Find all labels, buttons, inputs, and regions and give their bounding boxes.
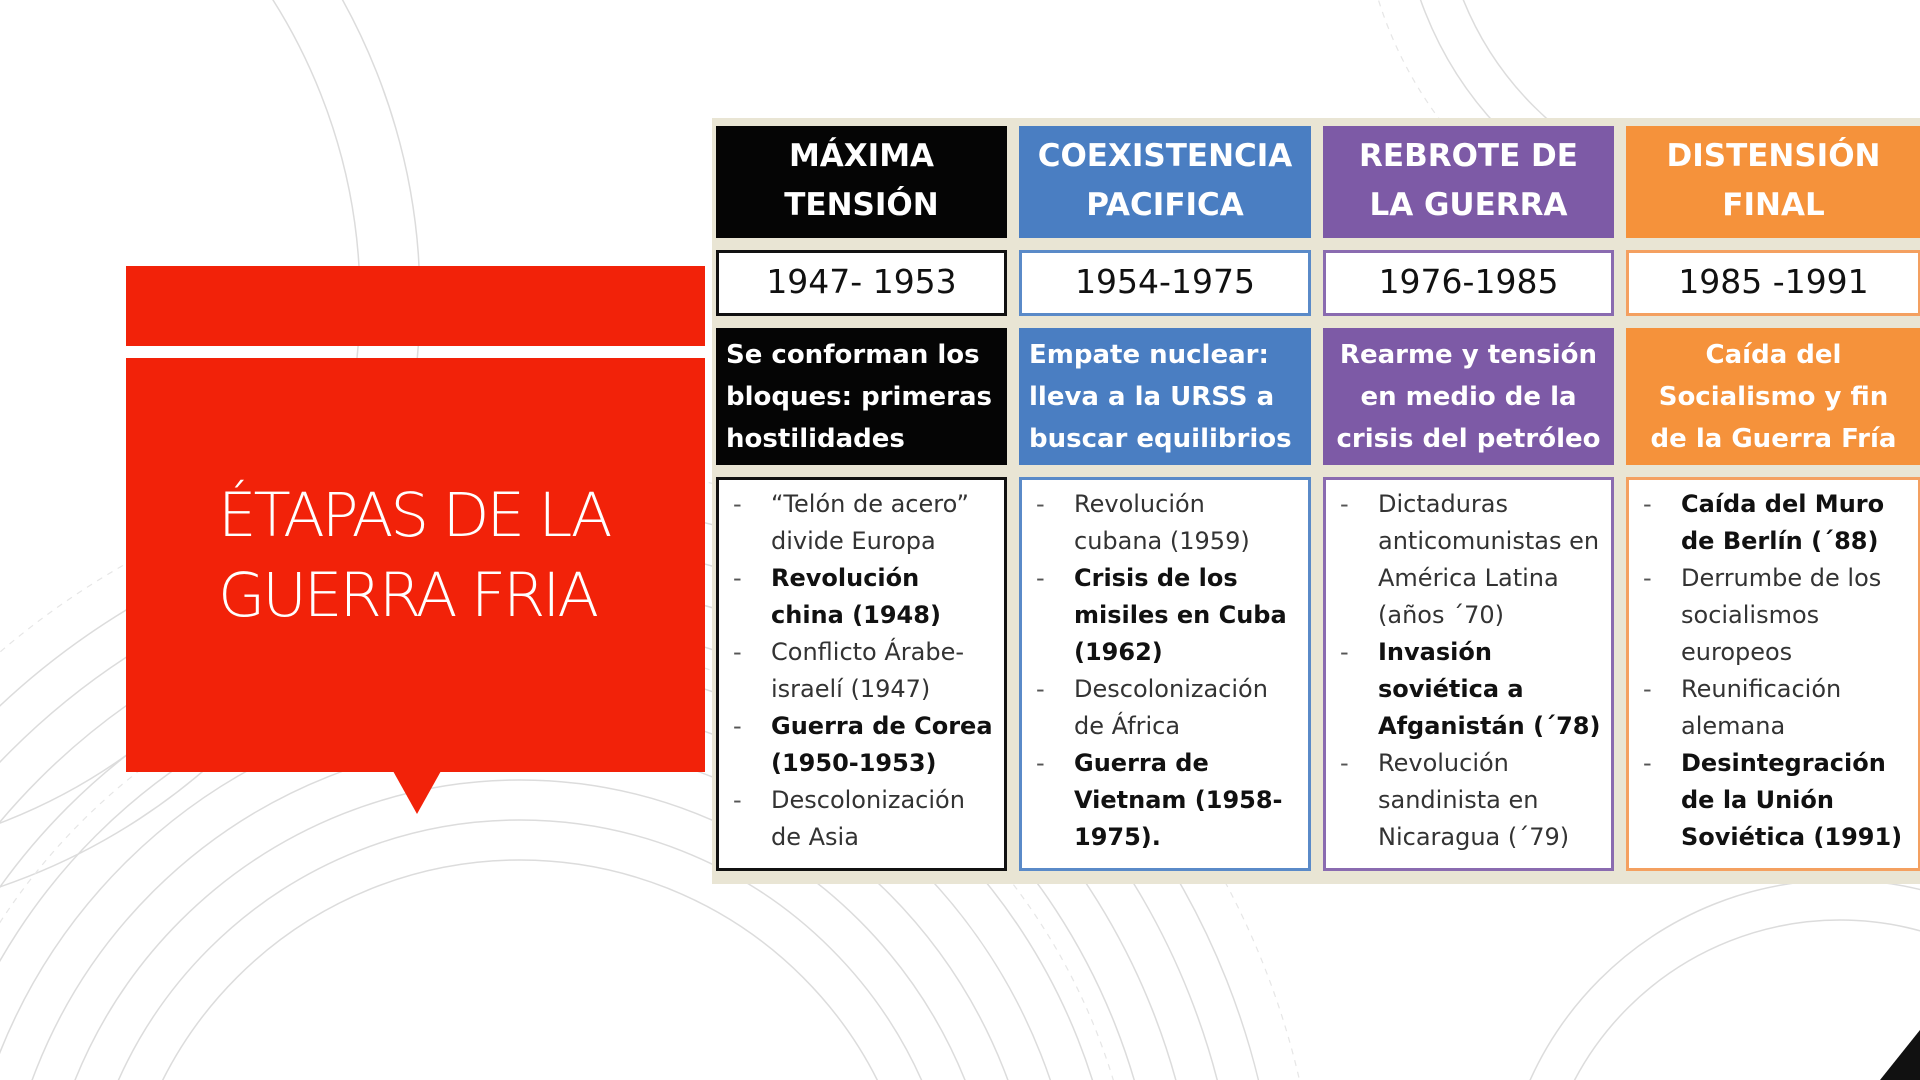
stage-header-line: FINAL [1722,187,1825,223]
event-item [727,486,996,560]
bullet-dash: - [733,564,742,592]
bullet-dash: - [733,786,742,814]
stage-header-line: LA GUERRA [1369,187,1568,223]
event-item [1637,671,1910,745]
event-text: Guerra de Corea (1950-1953) [771,712,993,777]
cold-war-stages-table [712,118,1920,884]
stage-header-line: TENSIÓN [784,187,939,223]
summary-line: Rearme y tensión [1339,340,1598,370]
stage-years: 1976-1985 [1323,250,1614,316]
event-item [727,708,996,782]
callout-pointer [393,771,441,814]
event-text: Guerra de Vietnam (1958-1975). [1074,749,1283,851]
bullet-dash: - [1340,490,1349,518]
event-item [727,782,996,856]
stage-events [1323,477,1614,871]
stage-years: 1985 -1991 [1626,250,1920,316]
stage-summary [1626,328,1920,465]
stage-header-line: REBROTE DE [1359,138,1578,174]
summary-line: hostilidades [726,424,905,454]
bullet-dash: - [1643,564,1652,592]
event-item [1030,745,1300,856]
event-item [1637,745,1910,856]
bullet-dash: - [733,490,742,518]
bullet-dash: - [1036,564,1045,592]
stage-events [716,477,1007,871]
event-text: Crisis de los misiles en Cuba (1962) [1074,564,1287,666]
event-item [1030,671,1300,745]
title-accent-bar [126,266,705,346]
summary-line: bloques: primeras [726,382,992,412]
event-item [1030,560,1300,671]
stage-header-line: MÁXIMA [788,138,935,174]
event-text: Revolución cubana (1959) [1074,490,1250,555]
event-text: Derrumbe de los socialismos europeos [1681,564,1882,666]
bullet-dash: - [1036,749,1045,777]
bullet-dash: - [1036,490,1045,518]
stage-summary [1323,328,1614,465]
event-item [727,634,996,708]
bullet-dash: - [1036,675,1045,703]
event-item [1030,486,1300,560]
event-text: Invasión soviética a Afganistán (´78) [1378,638,1601,740]
slide-title-line-1: ÉTAPAS DE LA [218,480,610,551]
stage-summary [716,328,1007,465]
summary-line: en medio de la [1360,382,1577,412]
summary-line: crisis del petróleo [1336,424,1601,454]
stage-header-distension-final [1626,126,1920,238]
event-text: Revolución china (1948) [771,564,941,629]
bullet-dash: - [1643,490,1652,518]
summary-line: Caída del [1705,340,1842,370]
slide-title-line-2: GUERRA FRIA [218,560,597,631]
event-text: Descolonización de Asia [771,786,965,851]
event-text: Desintegración de la Unión Soviética (1991) [1681,749,1903,851]
slide-title [218,476,678,636]
summary-line: Empate nuclear: [1029,340,1269,370]
event-text: Descolonización de África [1074,675,1268,740]
event-text: Caída del Muro de Berlín (´88) [1681,490,1885,555]
summary-line: Se conforman los [726,340,980,370]
event-text: Conflicto Árabe-israelí (1947) [771,638,965,703]
event-text: “Telón de acero” divide Europa [771,490,969,555]
event-text: Reunificación alemana [1681,675,1842,740]
bullet-dash: - [733,638,742,666]
title-callout [126,358,705,772]
event-item [1334,634,1603,745]
event-item [727,560,996,634]
bullet-dash: - [733,712,742,740]
bullet-dash: - [1340,638,1349,666]
event-item [1637,486,1910,560]
stage-events [1626,477,1920,871]
event-item [1637,560,1910,671]
stage-header-line: COEXISTENCIA [1037,138,1293,174]
stage-header-line: DISTENSIÓN [1666,138,1881,174]
stage-years: 1947- 1953 [716,250,1007,316]
stage-header-line: PACIFICA [1086,187,1244,223]
bullet-dash: - [1643,675,1652,703]
bullet-dash: - [1643,749,1652,777]
stage-header-rebrote-de-la-guerra [1323,126,1614,238]
event-item [1334,745,1603,856]
summary-line: Socialismo y fin [1658,382,1889,412]
stage-header-coexistencia-pacifica [1019,126,1311,238]
bullet-dash: - [1340,749,1349,777]
stage-events [1019,477,1311,871]
summary-line: de la Guerra Fría [1650,424,1897,454]
event-text: Revolución sandinista en Nicaragua (´79) [1378,749,1570,851]
stage-summary [1019,328,1311,465]
stage-years: 1954-1975 [1019,250,1311,316]
event-text: Dictaduras anticomunistas en América Latina (años ´70) [1378,490,1600,629]
summary-line: buscar equilibrios [1029,424,1292,454]
summary-line: lleva a la URSS a [1029,382,1275,412]
stage-header-maxima-tension [716,126,1007,238]
event-item [1334,486,1603,634]
